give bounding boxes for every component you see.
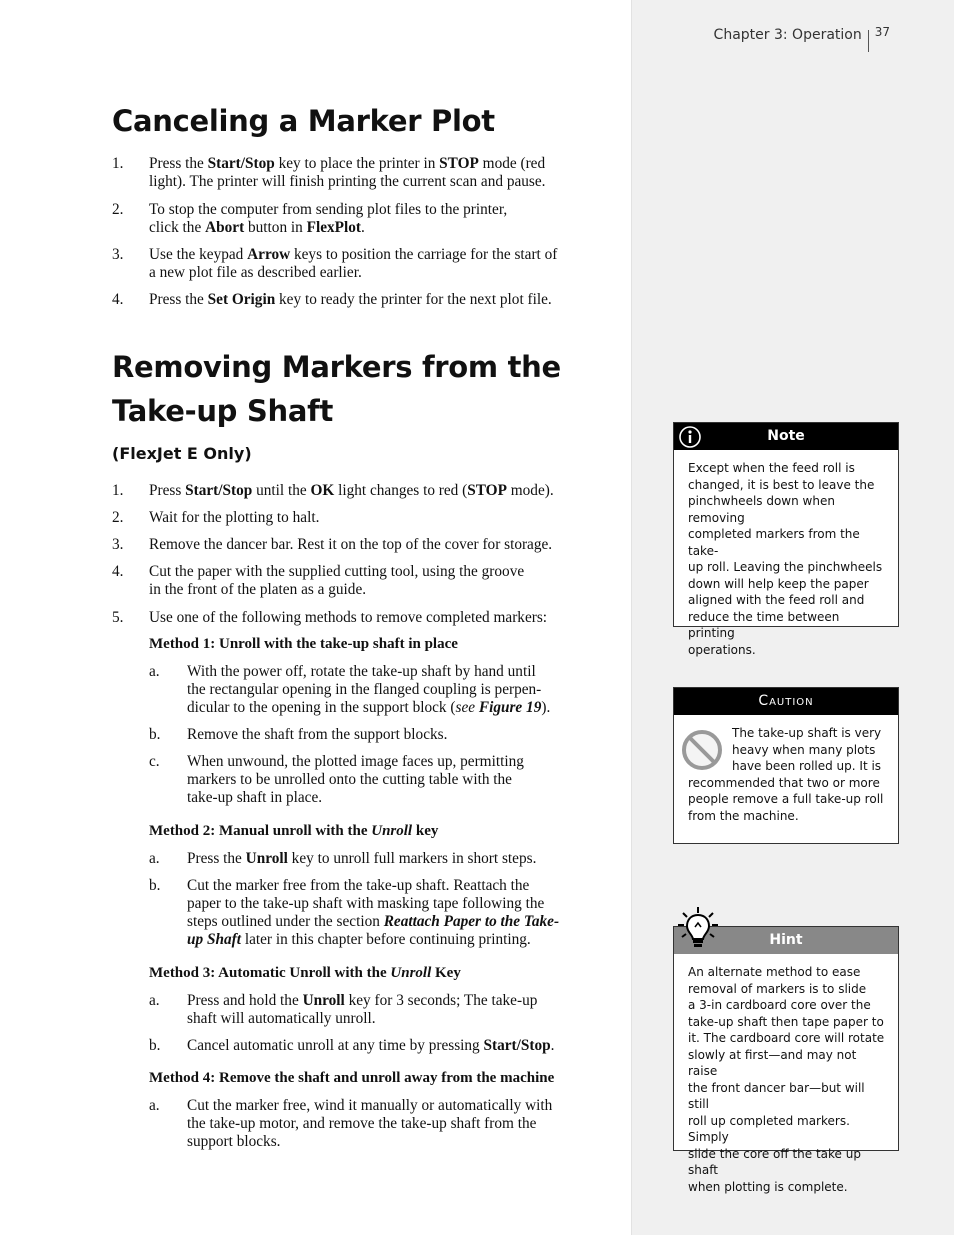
caution-label: Caution (758, 693, 814, 709)
item-number: b. (149, 877, 161, 894)
item-text: Cut the paper with the supplied cutting tool, using the groove in the front of the platen as a guide. (149, 563, 525, 598)
running-header (714, 24, 890, 46)
method-3-substep (149, 992, 590, 1028)
note-text (674, 450, 898, 658)
step-4 (112, 291, 590, 309)
box-line: reduce the time between printing (688, 609, 840, 640)
box-line: changed, it is best to leave the (688, 477, 875, 492)
step-5 (112, 609, 590, 627)
section-title-removing-line1: Removing Markers from the (112, 350, 561, 384)
item-number: 3. (112, 536, 124, 553)
method-heading-2: Method 2: Manual unroll with the Unroll key (149, 823, 439, 839)
item-text: With the power off, rotate the take-up shaft by hand until the rectangular opening in the flanged coupling is perpen- dicular to the opening in the support block (see Figure 19). (187, 663, 551, 716)
item-text: Press the Unroll key to unroll full markers in short steps. (187, 850, 537, 867)
step-4 (112, 563, 590, 599)
step-2 (112, 201, 590, 237)
method-1-substep (149, 753, 590, 807)
header-divider (868, 30, 869, 52)
box-line: people remove a full take-up roll (688, 792, 884, 806)
method-1-substep (149, 663, 590, 717)
method-3-substep (149, 1037, 590, 1055)
item-text: Press Start/Stop until the OK light changes to red (STOP mode). (149, 482, 554, 499)
item-number: c. (149, 753, 160, 770)
box-line: recommended that two or more (688, 775, 880, 790)
chapter-label: Chapter 3: Operation (713, 27, 862, 43)
box-line: heavy when many plots (732, 742, 876, 757)
lightbulb-icon (677, 905, 719, 951)
box-line: it. The cardboard core will rotate (688, 1031, 885, 1045)
item-number: a. (149, 992, 160, 1009)
box-line: down will help keep the paper (688, 576, 869, 591)
item-number: a. (149, 850, 160, 867)
item-text: Press the Start/Stop key to place the printer in STOP mode (red light). The printer will finish printing the current scan and pause. (149, 155, 546, 190)
method-heading-4: Method 4: Remove the shaft and unroll away from the machine (149, 1070, 555, 1086)
note-box (673, 422, 899, 657)
box-line: slowly at first—and may not raise (688, 1047, 857, 1078)
method-4-substep (149, 1097, 590, 1151)
hint-label: Hint (769, 932, 803, 948)
item-text: Cut the marker free from the take-up shaft. Reattach the paper to the take-up shaft with masking tape following the steps outlined under the section Reattach Paper to the Take- up Shaft later in this chapter before continuing printing. (187, 877, 560, 948)
method-1-substep (149, 726, 590, 744)
caution-header (674, 688, 898, 715)
item-text: Remove the dancer bar. Rest it on the top of the cover for storage. (149, 536, 553, 553)
box-line: have been rolled up. It is (732, 759, 882, 773)
item-number: 4. (112, 563, 124, 580)
box-line: up roll. Leaving the pinchwheels (688, 560, 883, 574)
item-number: 1. (112, 155, 124, 172)
item-number: a. (149, 1097, 160, 1114)
step-1 (112, 482, 590, 500)
box-line: the front dancer bar—but will still (688, 1080, 865, 1111)
note-header (674, 423, 898, 450)
section-title-removing-line2: Take-up Shaft (112, 394, 334, 428)
box-line: slide the core off the take up shaft (688, 1146, 861, 1177)
step-1 (112, 155, 590, 191)
item-number: 5. (112, 609, 124, 626)
info-icon (678, 425, 702, 449)
hint-text (674, 954, 898, 1195)
item-text: Use the keypad Arrow keys to position the carriage for the start of a new plot file as described earlier. (149, 246, 558, 281)
item-number: 2. (112, 201, 124, 218)
item-number: 1. (112, 482, 124, 499)
note-label: Note (767, 428, 805, 444)
caution-box (673, 687, 899, 844)
box-line: Except when the feed roll is (688, 461, 855, 475)
method-2-substep (149, 850, 590, 868)
item-number: 3. (112, 246, 124, 263)
item-text: Cancel automatic unroll at any time by pressing Start/Stop. (187, 1037, 555, 1054)
box-line: a 3-in cardboard core over the (688, 998, 871, 1012)
method-2-substep (149, 877, 590, 949)
page-number: 37 (874, 25, 890, 39)
box-line: pinchwheels down when removing (688, 494, 835, 525)
box-line: An alternate method to ease (688, 965, 861, 979)
hint-box (673, 926, 899, 1194)
item-text: Press the Set Origin key to ready the printer for the next plot file. (149, 291, 552, 308)
item-number: 4. (112, 291, 124, 308)
step-2 (112, 509, 590, 527)
box-line: removal of markers is to slide (688, 981, 867, 996)
box-line: from the machine. (688, 808, 799, 823)
item-number: 2. (112, 509, 124, 526)
prohibited-icon (680, 728, 724, 772)
box-line: roll up completed markers. Simply (688, 1113, 850, 1144)
box-line: aligned with the feed roll and (688, 593, 865, 607)
item-number: a. (149, 663, 160, 680)
section-subtitle: (FlexJet E Only) (112, 444, 252, 463)
item-text: When unwound, the plotted image faces up, permitting markers to be unrolled onto the cutting table with the take-up shaft in place. (187, 753, 524, 806)
box-line: operations. (688, 642, 756, 657)
step-3 (112, 246, 590, 282)
item-number: b. (149, 1037, 161, 1054)
item-text: Use one of the following methods to remove completed markers: (149, 609, 548, 626)
method-heading-3: Method 3: Automatic Unroll with the Unroll Key (149, 965, 461, 981)
box-line: take-up shaft then tape paper to (688, 1014, 884, 1029)
section-title-canceling: Canceling a Marker Plot (112, 104, 495, 138)
item-text: To stop the computer from sending plot files to the printer, click the Abort button in FlexPlot. (149, 201, 508, 236)
item-text: Remove the shaft from the support blocks. (187, 726, 448, 743)
method-heading-1: Method 1: Unroll with the take-up shaft in place (149, 636, 458, 652)
item-text: Wait for the plotting to halt. (149, 509, 320, 526)
box-line: The take-up shaft is very (732, 726, 882, 740)
box-line: completed markers from the take- (688, 527, 860, 558)
box-line: when plotting is complete. (688, 1179, 848, 1194)
step-3 (112, 536, 590, 554)
item-text: Press and hold the Unroll key for 3 seconds; The take-up shaft will automatically unroll. (187, 992, 538, 1027)
item-number: b. (149, 726, 161, 743)
item-text: Cut the marker free, wind it manually or automatically with the take-up motor, and remove the take-up shaft from the support blocks. (187, 1097, 553, 1150)
